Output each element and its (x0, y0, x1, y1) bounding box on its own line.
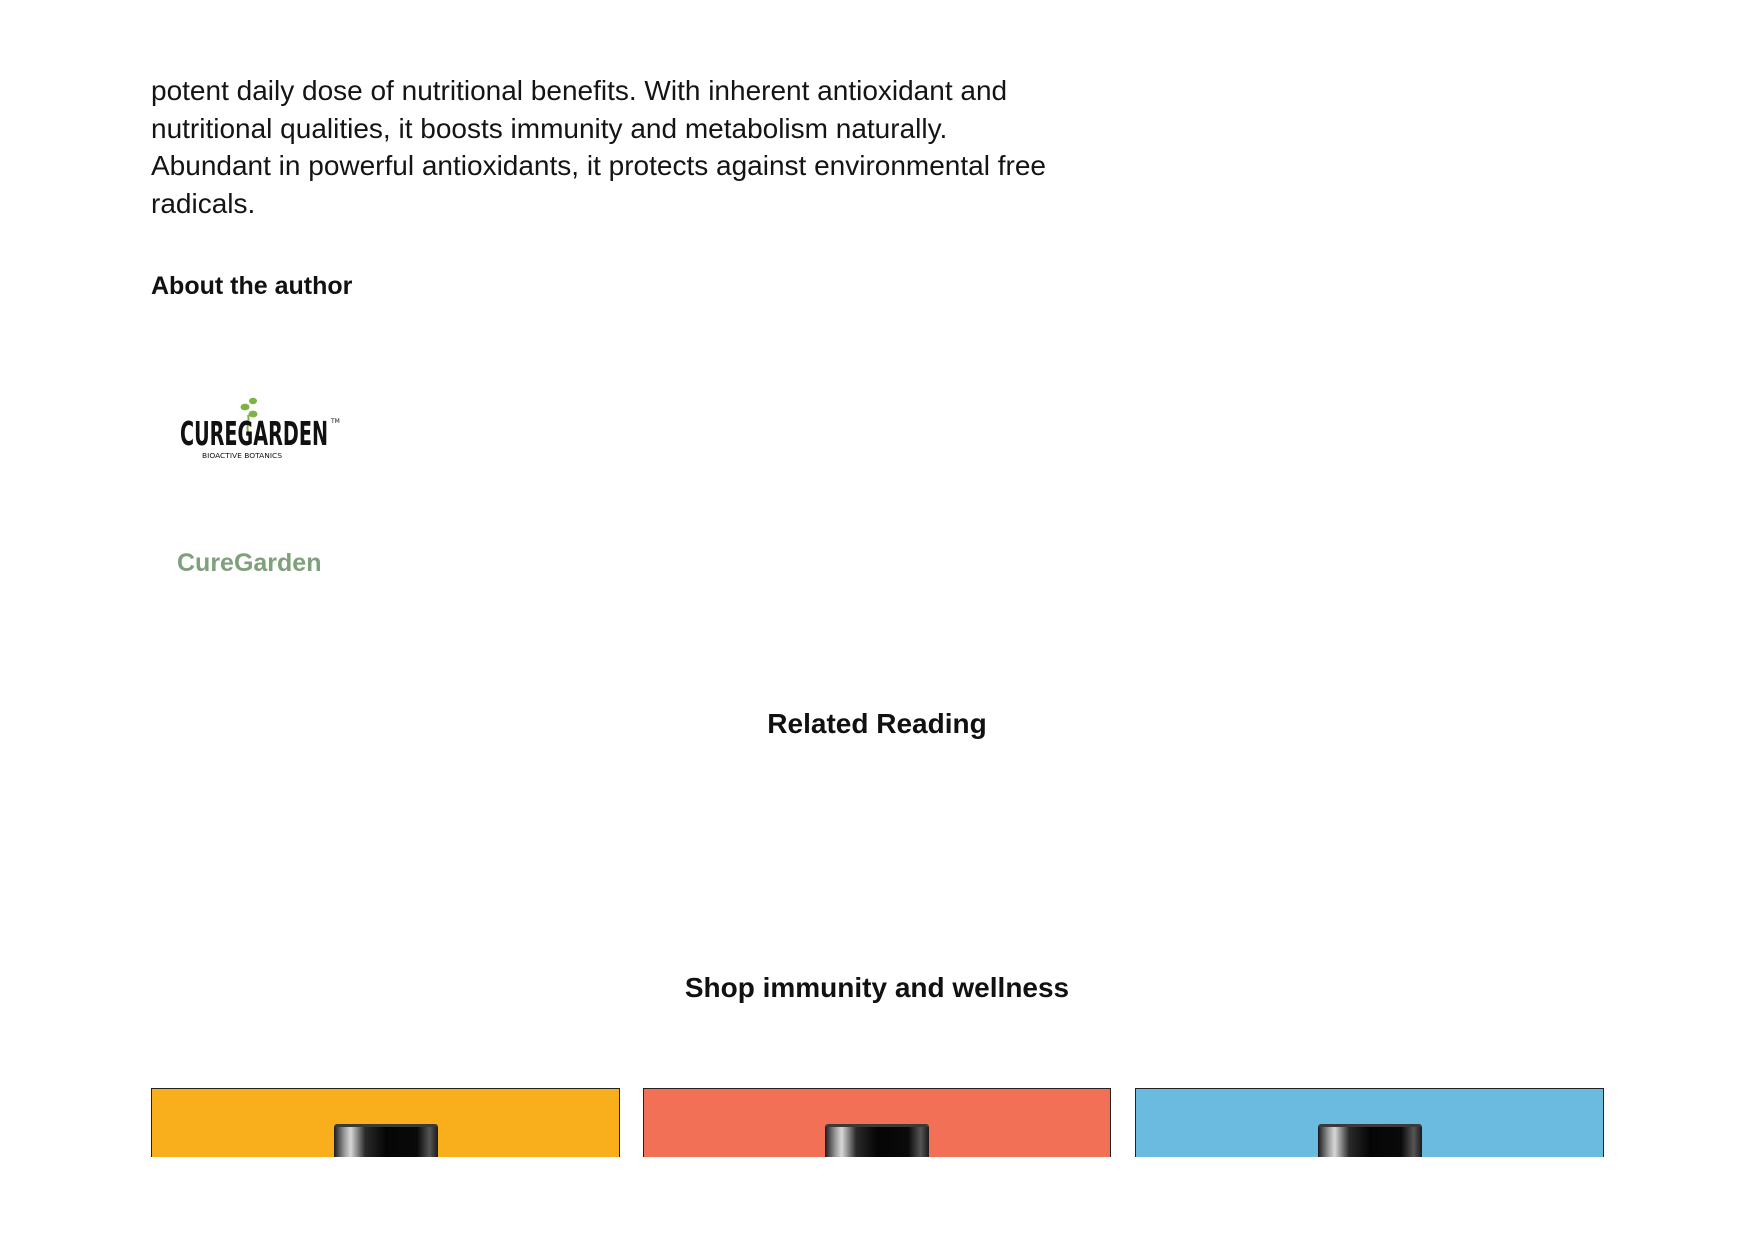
about-author-heading: About the author (151, 272, 353, 300)
product-card[interactable] (643, 1088, 1111, 1158)
logo-wordmark: CUREGARDEN (180, 414, 328, 453)
curegarden-logo[interactable] (170, 394, 340, 468)
product-bottle-image (334, 1124, 438, 1158)
logo-tagline: BIOACTIVE BOTANICS (202, 452, 283, 460)
product-bottle-image (825, 1124, 929, 1158)
related-reading-heading: Related Reading (767, 708, 987, 739)
product-bottle-image (1318, 1124, 1422, 1158)
page-bottom-margin (0, 1157, 1754, 1240)
product-card[interactable] (1135, 1088, 1604, 1158)
logo-trademark: TM (331, 418, 340, 425)
article-body-text: potent daily dose of nutritional benefits. With inherent antioxidant and nutritional qualities, it boosts immunity and metabolism naturally. Abundant in powerful antioxidants, it protects against environmental free radicals. (151, 75, 1046, 220)
shop-heading: Shop immunity and wellness (684, 972, 1070, 1003)
product-card[interactable] (151, 1088, 620, 1158)
author-name-link[interactable]: CureGarden (177, 549, 322, 577)
